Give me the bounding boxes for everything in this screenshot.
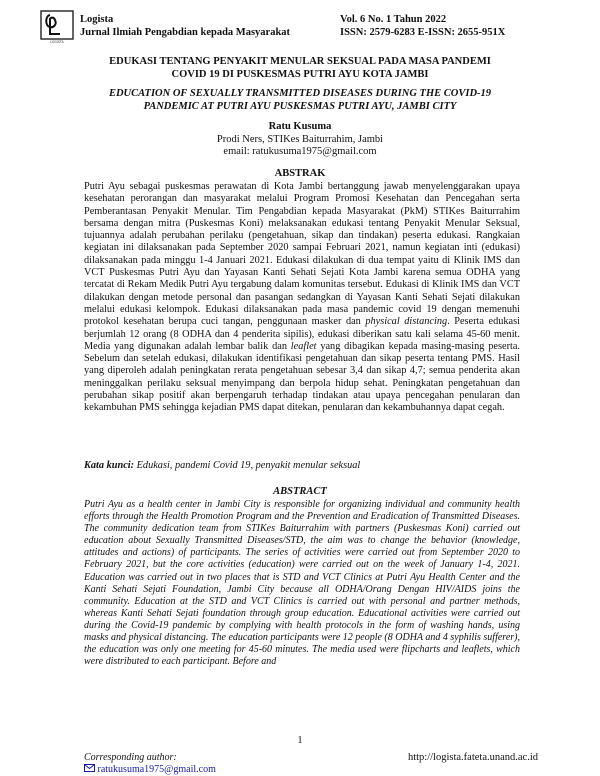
logo-text: LOGISTA: [50, 40, 64, 44]
journal-issn: ISSN: 2579-6283 E-ISSN: 2655-951X: [340, 27, 506, 38]
title-indonesian: [60, 55, 540, 81]
page-number: 1: [297, 735, 303, 746]
keywords-label: Kata kunci:: [84, 460, 135, 471]
abstrak-italic-2: leaflet: [290, 340, 317, 352]
logista-logo-icon: [40, 10, 74, 44]
keywords: [84, 460, 520, 472]
abstract-body: Putri Ayu as a health center in Jambi City is responsible for organizing individual and community health efforts through the Health Promotion Program and the Prevention and Eradication of Transmitted Diseases. The community dedication team from STIKes Baiturrahim with partners (Puskesmas Koni) carried out education about Sexually Transmitted Diseases/STD, the aim was to change the behavior (knowledge, attitudes and actions) of participants. The series of activities were carried out from September 2020 to February 2021, but the core activities (education) were carried out on the week of January 1-4, 2021. Education was carried out in two places that is STD and VCT Clinics at Putri Ayu Health Center and the Kanti Sehati Sejati Foundation, Jambi City because all ODHA/Orang Dengan HIV/AIDS joins the community. Education at the STD and VCT Clinics is carried out with personal and partner methods, whereas Kanti Sehati Sejati foundation through group education. Educational activities were carried out during the Covid-19 pandemic by complying with health protocols in the form of washing hands, using masks and physical distancing. The education participants were 12 people (8 ODHA and 4 syphilis sufferer), the education was only one meeting for 45-60 minutes. The media used were flipcharts and leaflets, which were distributed to each participant. Before and: [84, 499, 520, 668]
abstrak-heading: ABSTRAK: [274, 168, 326, 179]
title-id-line-1: EDUKASI TENTANG PENYAKIT MENULAR SEKSUAL PADA MASA PANDEMI: [109, 56, 491, 67]
corresponding-label: Corresponding author:: [84, 752, 177, 763]
journal-url[interactable]: http://logista.fateta.unand.ac.id: [407, 752, 538, 763]
title-en-line-2: PANDEMIC AT PUTRI AYU PUSKESMAS PUTRI AYU, JAMBI CITY: [143, 101, 457, 112]
abstrak-text-2: . Peserta edukasi berjumlah 12 orang (8 ODHA dan 4 penderita sipilis), edukasi diberikan satu kali selama 45-60 menit. Media yang digunakan adalah lembar balik dan: [84, 316, 520, 352]
journal-name: Logista: [80, 14, 114, 25]
abstract-heading: ABSTRACT: [273, 486, 327, 497]
journal-header-left: [80, 13, 290, 39]
author-name: Ratu Kusuma: [268, 121, 332, 132]
author-email[interactable]: email: ratukusuma1975@gmail.com: [223, 146, 377, 157]
author-affiliation: Prodi Ners, STIKes Baiturrahim, Jambi: [216, 134, 384, 145]
journal-volume: Vol. 6 No. 1 Tahun 2022: [340, 14, 447, 25]
abstrak-text-1: Putri Ayu sebagai puskesmas perawatan di Kota Jambi bertanggung jawab menyelenggarakan upaya kesehatan perorangan dan masyarakat melalui Program Promosi Kesehatan dan Pencegahan serta Pemberantasan Penyakit Menular. Tim Pengabdian kepada Masyarakat (PkM) STIKes Baiturrahim bersama dengan mitra (Puskesmas Koni) melaksanakan edukasi tentang Penyakit Menular Seksual, tujuannya adalah perubahan perilaku (pengetahuan, sikap dan tindakan) peserta edukasi. Rangkaian kegiatan ini dilaksanakan pada September 2020 sampai Februari 2021, namun kegiatan inti (edukasi) dilaksanakan pada minggu 1-4 Januari 2021. Edukasi dilakukan di dua tempat yaitu di Klinik IMS dan VCT Puskesmas Putri Ayu dan Yayasan Kanti Sehati Sejati Kota Jambi karena semua ODHA yang tercatat di Rekam Medik Putri Ayu tergabung dalam komunitas tersebut. Edukasi di Klinik IMS dan VCT dilakukan dengan metode personal dan pasangan sedangkan di Yayasan Kanti Sehati Sejati dilakukan melalui edukasi kelompok. Edukasi dilaksanakan pada masa pandemic covid 19 dengan memenuhi protokol kesehatan berupa cuci tangan, penggunaan masker dan: [84, 181, 520, 328]
corresponding-email[interactable]: ratukusuma1975@gmail.com: [97, 764, 216, 775]
title-english: [60, 87, 540, 113]
journal-full-name: Jurnal Ilmiah Pengabdian kepada Masyarakat: [80, 27, 291, 38]
title-id-line-2: COVID 19 DI PUSKESMAS PUTRI AYU KOTA JAMBI: [171, 69, 429, 80]
journal-header-right: [340, 13, 505, 39]
abstrak-text-3: yang dibagikan kepada masing-masing peserta. Sebelum dan setelah edukasi, dilakukan identifikasi pengetahuan dan sikap peserta tentang PMS. Hasil yang diperoleh adalah peningkatan rerata pengetahuan sebesar 3,4 dan sikap 4,7; semua penderita akan meninggalkan perilaku seksual menyimpang dan berpola hidup sehat. Peningkatan pengetahuan dan perubahan sikap positif akan berpengaruh terhadap tindakan atau upaya pencegahan penularan dan kekambuhan PMS sehingga kejadian PMS dapat ditekan, penularan dan kekambuhannya dapat cegah.: [84, 340, 520, 414]
keywords-text: Edukasi, pandemi Covid 19, penyakit menular seksual: [134, 460, 361, 471]
envelope-icon: [84, 764, 95, 775]
abstrak-body: [84, 181, 520, 415]
abstrak-italic-1: physical distancing: [365, 316, 448, 328]
corresponding-email-line: [84, 764, 216, 775]
title-en-line-1: EDUCATION OF SEXUALLY TRANSMITTED DISEASES DURING THE COVID-19: [108, 88, 492, 99]
